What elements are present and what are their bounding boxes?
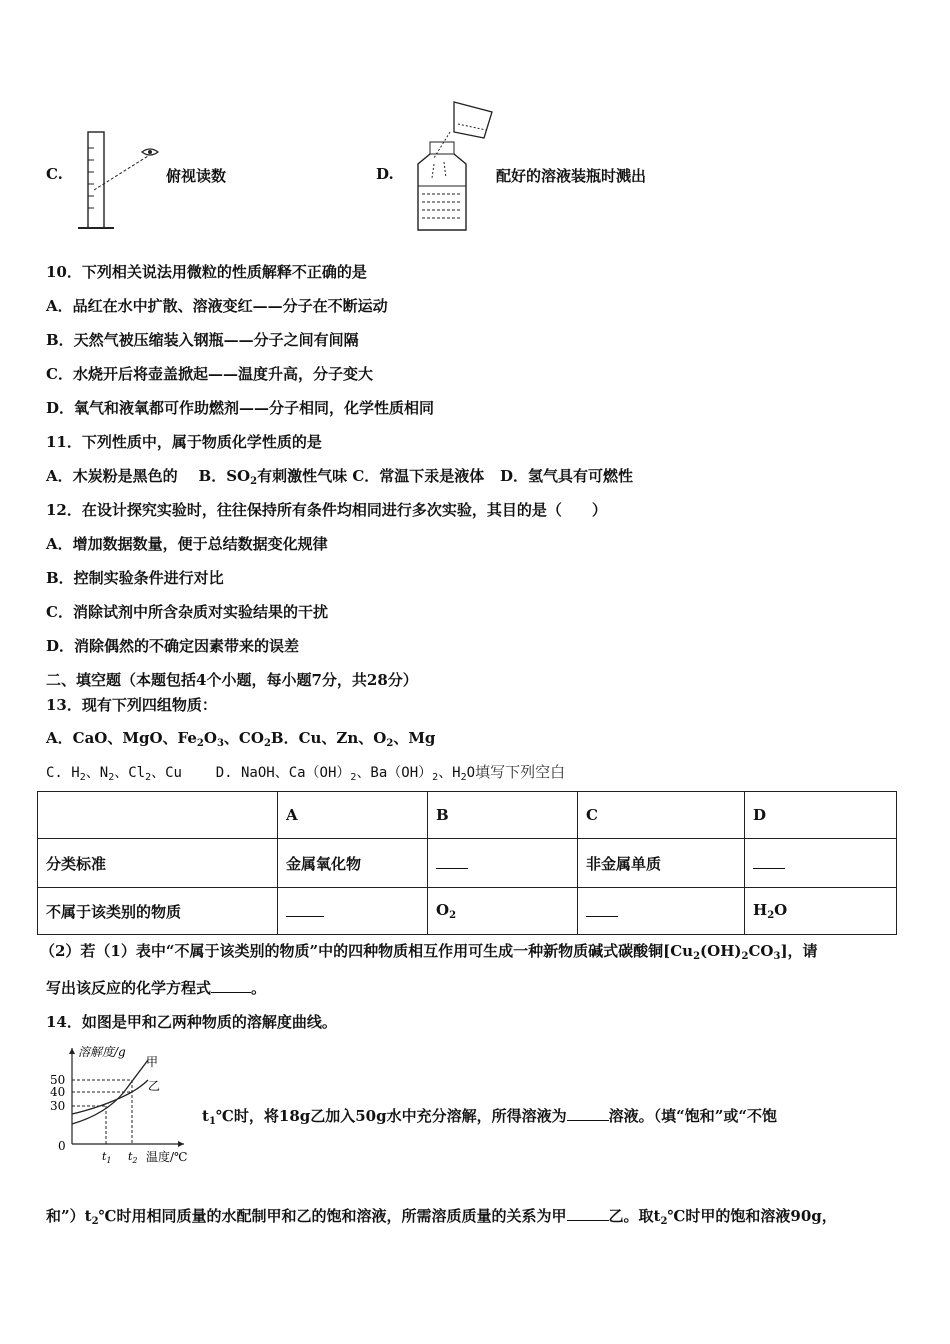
q11-options — [46, 465, 633, 487]
table-header-cell: D — [745, 792, 897, 839]
q12-option-a: A．增加数据数量，便于总结数据变化规律 — [46, 535, 328, 553]
q10-stem: 10．下列相关说法用微粒的性质解释不正确的是 — [46, 263, 367, 281]
answer-blank[interactable] — [586, 902, 618, 917]
solubility-chart — [44, 1040, 204, 1168]
series-jia-label: 甲 — [146, 1055, 159, 1069]
q13-part2-line2: 写出该反应的化学方程式 。 — [46, 979, 267, 997]
q12-option-b: B．控制实验条件进行对比 — [46, 569, 224, 587]
q10-option-c: C．水烧开后将壶盖掀起——温度升高，分子变大 — [46, 365, 373, 383]
section-title: 二、填空题（本题包括4个小题，每小题7分，共28分） — [46, 671, 418, 689]
x-axis-label: 温度/℃ — [146, 1150, 188, 1164]
table-cell: $O_2$ — [428, 888, 578, 935]
q12-stem: 12．在设计探究实验时，往往保持所有条件均相同进行多次实验，其目的是（ ） — [46, 501, 607, 519]
q10-option-a: A．品红在水中扩散、溶液变红——分子在不断运动 — [46, 297, 388, 315]
option-c-label: C. — [46, 165, 63, 183]
table-cell — [745, 839, 897, 888]
answer-blank[interactable] — [567, 1106, 609, 1121]
q13-part2-line1: （2）若（1）表中“不属于该类别的物质”中的四种物质相互作用可生成一种新物质碱式碳酸铜$[Cu_2(OH)_2CO_3]$，请 — [40, 942, 818, 962]
q13-groups-ab: A．CaO、MgO、$Fe_2O_3$、$CO_2B$．Cu、Zn、$O_2$、Mg — [46, 729, 436, 749]
table-header-cell: A — [278, 792, 428, 839]
q10-option-d: D．氧气和液氧都可作助燃剂——分子相同，化学性质相同 — [46, 399, 435, 417]
q11-option-d: D．氢气具有可燃性 — [499, 467, 633, 485]
q14-text-line2: 和$”)t_2℃$时用相同质量的水配制甲和乙的饱和溶液，所需溶质质量的关系为甲 乙。取$t_2℃$时甲的饱和溶液90g， — [46, 1207, 837, 1227]
q12-option-c: C．消除试剂中所含杂质对实验结果的干扰 — [46, 603, 328, 621]
series-yi-label: 乙 — [148, 1079, 161, 1093]
table-cell — [428, 839, 578, 888]
q11-option-a: A．木炭粉是黑色的 — [46, 467, 178, 485]
y-tick-label: 50 — [50, 1073, 66, 1087]
q14-text-line1: $t_1℃$时，将18g乙加入50g水中充分溶解，所得溶液为 溶液。（填“饱和”或“不饱 — [202, 1107, 777, 1127]
answer-blank[interactable] — [753, 854, 785, 869]
y-tick-label: 30 — [50, 1099, 66, 1113]
q13-instruction: 填写下列空白 — [475, 763, 566, 781]
table-header-row — [38, 792, 897, 839]
table-header-cell: B — [428, 792, 578, 839]
table-row — [38, 839, 897, 888]
table-cell: 非金属单质 — [578, 839, 745, 888]
q11-stem: 11．下列性质中，属于物质化学性质的是 — [46, 433, 322, 451]
bottle-figure — [410, 98, 498, 236]
q13-groups-cd: C. $H_2$、$N_2$、$Cl_2$、Cu D. NaOH、$Ca(OH)_2$、$Ba(OH)_2$、$H_2O$填写下列空白 — [46, 763, 566, 783]
x-tick-t1: $t_1$ — [102, 1150, 112, 1165]
answer-blank[interactable] — [567, 1206, 609, 1221]
table-cell: 金属氧化物 — [278, 839, 428, 888]
answer-blank[interactable] — [211, 978, 251, 993]
series-yi-curve — [72, 1080, 148, 1114]
q12-option-d: D．消除偶然的不确定因素带来的误差 — [46, 637, 300, 655]
table-cell — [578, 888, 745, 935]
q13-stem: 13．现有下列四组物质： — [46, 696, 217, 714]
q14-stem: 14．如图是甲和乙两种物质的溶解度曲线。 — [46, 1013, 337, 1031]
table-row — [38, 888, 897, 935]
table-cell — [278, 888, 428, 935]
answer-blank[interactable] — [436, 854, 468, 869]
option-c-text: 俯视读数 — [166, 167, 227, 185]
origin-label: 0 — [58, 1139, 66, 1153]
cylinder-figure — [70, 128, 165, 236]
q11-option-b: B．$SO_2$有刺激性气味 — [198, 467, 348, 487]
option-d-text: 配好的溶液装瓶时溅出 — [496, 167, 647, 185]
table-header-cell — [38, 792, 278, 839]
beaker-icon — [454, 102, 492, 138]
option-d-label: D. — [376, 165, 394, 183]
y-tick-label: 40 — [50, 1085, 66, 1099]
y-axis-label: 溶解度/g — [78, 1045, 126, 1059]
q11-option-c: C．常温下汞是液体 — [352, 467, 485, 485]
classification-table — [37, 791, 897, 935]
x-tick-t2: $t_2$ — [128, 1150, 138, 1165]
q10-option-b: B．天然气被压缩装入钢瓶——分子之间有间隔 — [46, 331, 359, 349]
table-row-label: 不属于该类别的物质 — [38, 888, 278, 935]
table-header-cell: C — [578, 792, 745, 839]
table-row-label: 分类标准 — [38, 839, 278, 888]
table-cell: $H_2O$ — [745, 888, 897, 935]
answer-blank[interactable] — [286, 902, 324, 917]
